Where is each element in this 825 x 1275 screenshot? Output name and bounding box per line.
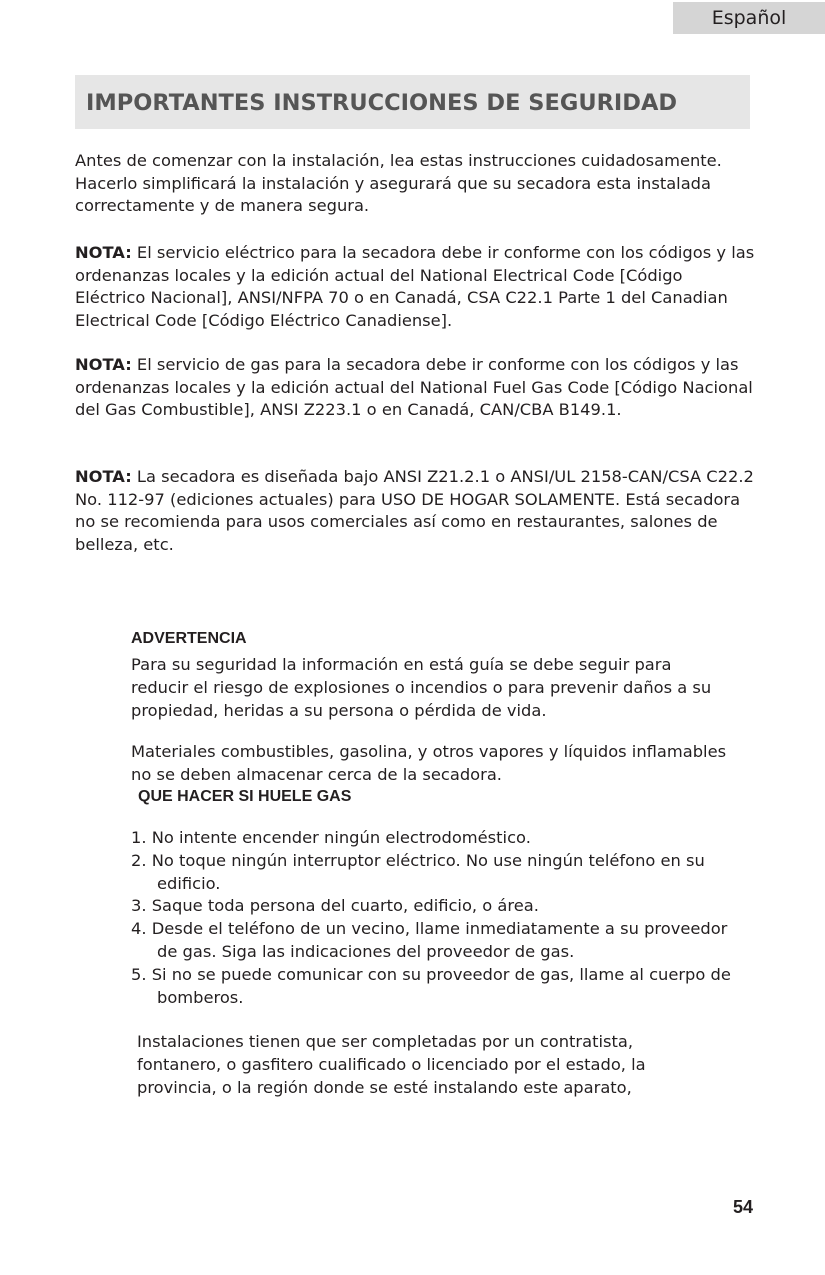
installation-note: Instalaciones tienen que ser completadas por un contratista, fontanero, o gasfitero cualificado o licenciado por el estado, la provincia, o la región donde se esté instalando este aparato, (137, 1032, 646, 1097)
intro-paragraph: Antes de comenzar con la instalación, lea estas instrucciones cuidadosamente. Hacerlo simplificará la instalación y asegurará que su secadora esta instalada correctamente y de manera segura. (75, 151, 722, 216)
note-text: La secadora es diseñada bajo ANSI Z21.2.1 o ANSI/UL 2158-CAN/CSA C22.2 No. 112-97 (ediciones actuales) para USO DE HOGAR SOLAMENTE. Está secadora no se recomienda para usos comerciales así como en restaurantes, salones de belleza, etc. (75, 467, 754, 554)
list-item: 5. Si no se puede comunicar con su proveedor de gas, llame al cuerpo de bomberos. (131, 964, 731, 1007)
language-tab: Español (673, 2, 825, 34)
note-label: NOTA: (75, 467, 132, 486)
gas-steps-list (131, 827, 731, 1009)
combustibles-paragraph: Materiales combustibles, gasolina, y otros vapores y líquidos inflamables no se deben almacenar cerca de la secadora. (131, 742, 727, 784)
warning-paragraph: Para su seguridad la información en está guía se debe seguir para reducir el riesgo de explosiones o incendios o para prevenir daños a su propiedad, heridas a su persona o pérdida de vida. (131, 655, 712, 720)
note-text: El servicio de gas para la secadora debe ir conforme con los códigos y las ordenanzas locales y la edición actual del National Fuel Gas Code [Código Nacional del Gas Combustible], ANSI Z223.1 o en Canadá, CAN/CBA B149.1. (75, 355, 753, 420)
list-item: 3. Saque toda persona del cuarto, edificio, o área. (131, 896, 539, 916)
note-text: El servicio eléctrico para la secadora debe ir conforme con los códigos y las ordenanzas locales y la edición actual del National Electrical Code [Código Eléctrico Nacional], ANSI/NFPA 70 o en Canadá, CSA C22.1 Parte 1 del Canadian Electrical Code [Código Eléctrico Canadiense]. (75, 243, 755, 330)
note-label: NOTA: (75, 355, 132, 374)
list-item: 4. Desde el teléfono de un vecino, llame inmediatamente a su proveedor de gas. Siga las indicaciones del proveedor de gas. (131, 919, 728, 961)
note-design (75, 466, 755, 556)
note-label: NOTA: (75, 243, 132, 262)
page-title: IMPORTANTES INSTRUCCIONES DE SEGURIDAD (86, 90, 678, 116)
list-item: 1. No intente encender ningún electrodoméstico. (131, 828, 531, 847)
note-electrical (75, 242, 755, 332)
title-bar (75, 75, 750, 129)
note-gas (75, 354, 755, 422)
page-number: 54 (732, 1197, 753, 1217)
gas-smell-heading: QUE HACER SI HUELE GAS (138, 788, 352, 805)
list-item: 2. No toque ningún interruptor eléctrico. No use ningún teléfono en su edificio. (131, 850, 705, 893)
warning-heading: ADVERTENCIA (131, 630, 247, 647)
